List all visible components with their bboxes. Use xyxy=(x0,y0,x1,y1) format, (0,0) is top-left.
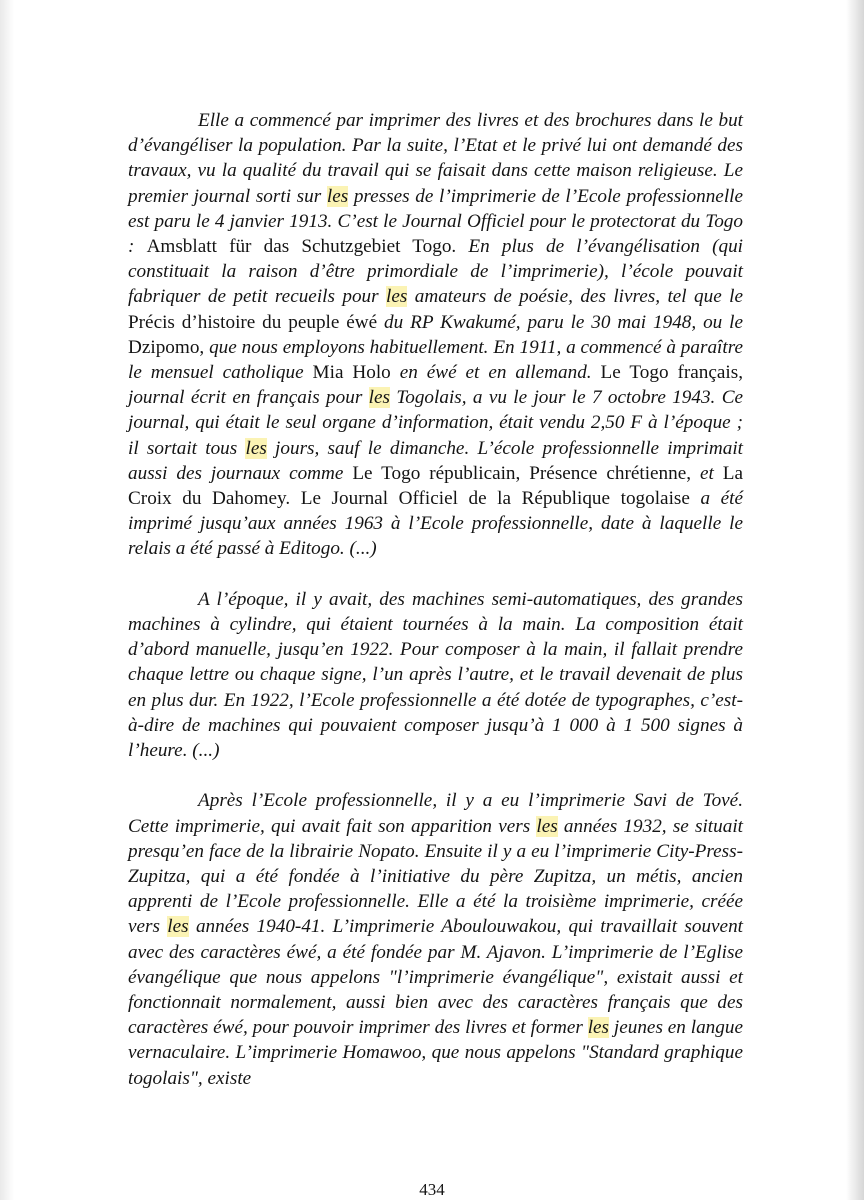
text-run: jeunes en langue vernaculaire. L’imprimerie Homawoo, que nous appelons "Standard graphique togolais", existe xyxy=(128,1017,743,1089)
page-shadow-right xyxy=(846,0,864,1200)
highlighted-word: les xyxy=(245,437,267,459)
text-run: Elle a commencé par imprimer des livres et des brochures dans le but d’évangéliser la population. Par la suite, l’Etat et le privé lui ont demandé des travaux, vu la qualité du travail qui se faisait dans cette maison religieuse. Le premier journal sorti sur xyxy=(128,110,743,207)
text-run: Amsblatt für das Schutzgebiet Togo. xyxy=(146,236,457,258)
text-run: que nous employons habituellement. En 1911, a commencé à paraître le mensuel catholique xyxy=(128,336,743,384)
paragraph-1 xyxy=(128,108,743,562)
text-run: en éwé et en allemand. xyxy=(390,362,601,384)
text-run: années 1940-41. L’imprimerie Aboulouwakou, qui travaillait souvent avec des caractères éwé, a été fondée par M. Ajavon. L’imprimerie de l’Eglise évangélique que nous appelons "l’imprimerie évangélique", existait aussi et fonctionnait normalement, aussi bien avec des caractères français que des caractères éwé, pour pouvoir imprimer des livres et former xyxy=(128,916,743,1039)
text-run: du RP Kwakumé, paru le 30 mai 1948, ou le xyxy=(377,311,743,333)
highlighted-word: les xyxy=(536,815,558,837)
text-run: En plus de l’évangélisation (qui constituait la raison d’être primordiale de l’imprimerie), l’école pouvait fabriquer de petit recueils pour xyxy=(128,236,743,308)
text-run: La Croix du Dahomey. Le Journal Officiel de la République togolaise xyxy=(128,462,743,510)
highlighted-word: les xyxy=(326,185,349,207)
text-run: jours, sauf le dimanche. L’école professionnelle imprimait aussi des journaux comme xyxy=(128,437,743,484)
highlighted-word: les xyxy=(386,286,408,308)
text-run: années 1932, se situait presqu’en face de la librairie Nopato. Ensuite il y a eu l’imprimerie City-Press-Zupitza, qui a été fondée à l’initiative du père Zupitza, un métis, ancien apprenti de l’Ecole professionnelle. Elle a été la troisième imprimerie, créée vers xyxy=(128,815,743,938)
text-run: amateurs de poésie, des livres, tel que le xyxy=(407,286,743,308)
text-run: A l’époque, il y avait, des machines semi-automatiques, des grandes machines à cylindre, qui étaient tournées à la main. La composition était d’abord manuelle, jusqu’en 1922. Pour composer à la main, il fallait prendre chaque lettre ou chaque signe, l’un après l’autre, et le travail devenait de plus en plus dur. En 1922, l’Ecole professionnelle a été dotée de typographes, c’est-à-dire de machines qui pouvaient composer jusqu’à 1 000 à 1 500 signes à l’heure. (...) xyxy=(128,588,743,762)
text-run: Le Togo républicain, Présence chrétienne, xyxy=(352,462,692,484)
text-run: presses de l’imprimerie de l’Ecole professionnelle est paru le 4 janvier 1913. C’est le Journal Officiel pour le protectorat du Togo : xyxy=(128,185,743,258)
paragraph-3 xyxy=(128,788,743,1090)
text-run: journal écrit en français pour xyxy=(128,387,369,409)
text-run: Mia Holo xyxy=(312,362,391,384)
text-run: Précis d’histoire du peuple éwé xyxy=(128,311,378,333)
page-shadow-left xyxy=(0,0,14,1200)
text-run: Après l’Ecole professionnelle, il y a eu l’imprimerie Savi de Tové. Cette imprimerie, qui avait fait son apparition vers xyxy=(128,790,743,837)
page-number: 434 xyxy=(419,1180,445,1199)
body-text xyxy=(128,108,743,1091)
text-run: a été imprimé jusqu’aux années 1963 à l’Ecole professionnelle, date à laquelle le relais a été passé à Editogo. (...) xyxy=(128,488,743,560)
text-run: Togolais, a vu le jour le 7 octobre 1943. Ce journal, qui était le seul organe d’information, était vendu 2,50 F à l’époque ; il sortait tous xyxy=(128,387,744,459)
text-run: Le Togo français, xyxy=(600,362,743,384)
highlighted-word: les xyxy=(368,387,390,409)
highlighted-word: les xyxy=(587,1017,610,1039)
text-run: et xyxy=(691,462,723,484)
highlighted-word: les xyxy=(167,916,189,938)
paragraph-2 xyxy=(128,587,743,763)
text-run: Dzipomo, xyxy=(128,336,205,358)
